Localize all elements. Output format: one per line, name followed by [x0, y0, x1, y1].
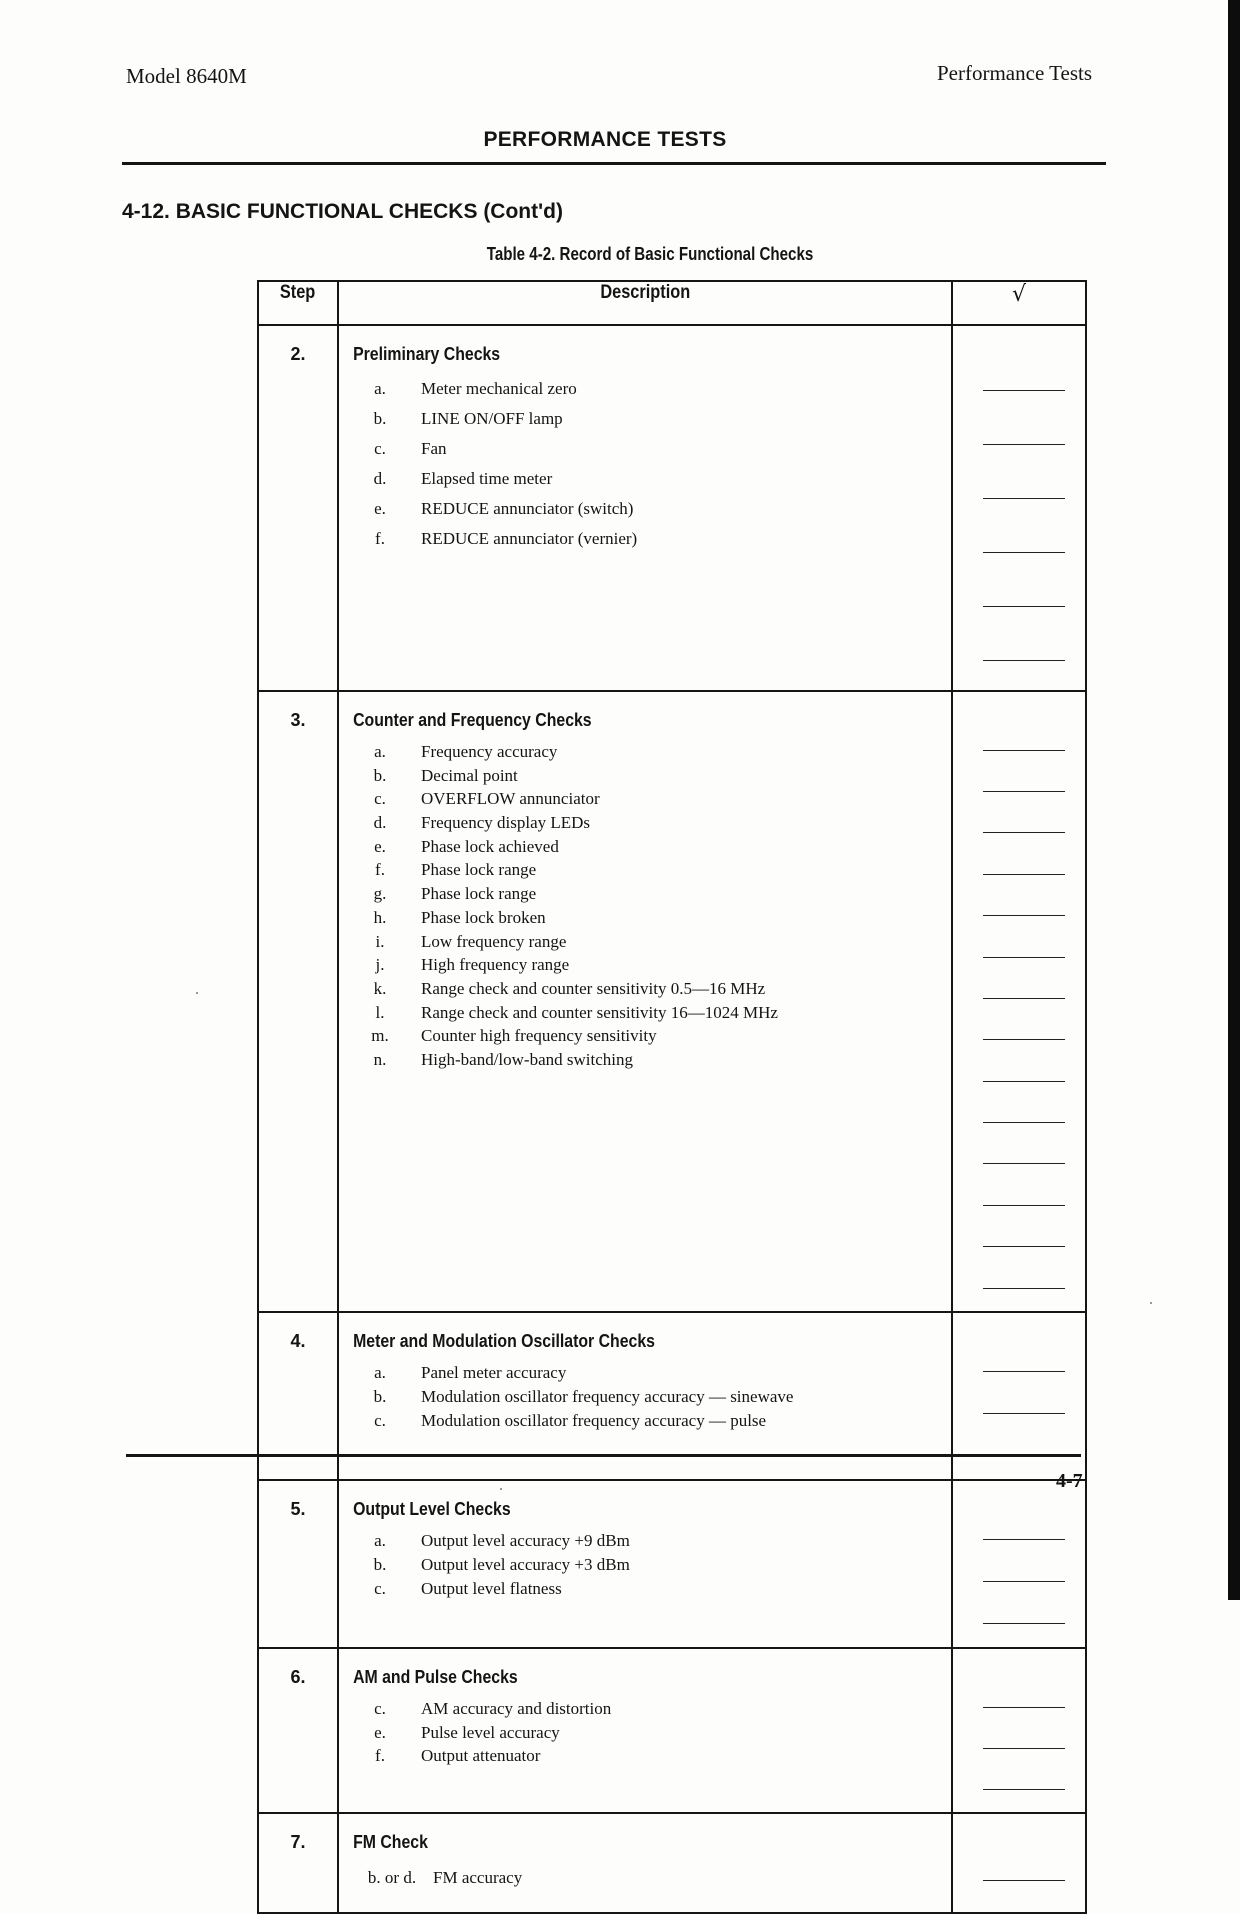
check-line-list: [953, 1481, 1085, 1647]
group-title: Counter and Frequency Checks: [353, 710, 592, 730]
step-number: 7.: [290, 1832, 306, 1853]
item-text: Frequency accuracy: [421, 742, 558, 761]
item-text: LINE ON/OFF lamp: [421, 409, 563, 428]
group-title: Output Level Checks: [353, 1499, 511, 1520]
description-cell: [338, 325, 952, 691]
item-letter: h.: [373, 907, 387, 927]
list-item: [339, 906, 951, 930]
paragraph-heading: 4-12. BASIC FUNCTIONAL CHECKS (Cont'd): [122, 200, 563, 223]
item-text: Frequency display LEDs: [421, 813, 591, 833]
item-letter: c.: [374, 789, 386, 809]
check-blank-line[interactable]: [983, 915, 1065, 916]
list-item: [339, 858, 951, 882]
item-letter: f.: [375, 529, 385, 548]
item-text: Low frequency range: [421, 931, 567, 951]
list-item: [339, 1553, 951, 1577]
check-blank-line[interactable]: [983, 1880, 1065, 1881]
check-blank-line[interactable]: [983, 1539, 1065, 1540]
check-blank-line[interactable]: [983, 1246, 1065, 1247]
check-cell: [952, 1648, 1086, 1813]
item-letter: a.: [374, 1531, 386, 1551]
item-text: Range check and counter sensitivity 16—1024 MHz: [421, 1002, 778, 1022]
group-title: AM and Pulse Checks: [353, 1667, 518, 1688]
group-title: Meter and Modulation Oscillator Checks: [353, 1331, 655, 1352]
check-blank-line[interactable]: [983, 1581, 1065, 1582]
item-letter: b. or d.: [367, 1868, 417, 1888]
check-blank-line[interactable]: [983, 1707, 1065, 1708]
check-slot: [953, 1707, 1085, 1731]
list-item: [339, 1361, 951, 1385]
item-text: Elapsed time meter: [421, 469, 553, 488]
item-list: [339, 1854, 951, 1900]
check-slot: [953, 957, 1085, 981]
list-item: [339, 434, 951, 464]
table-title: Table 4-2. Record of Basic Functional Checks: [486, 244, 814, 264]
check-cell: [952, 691, 1086, 1312]
item-letter: f.: [375, 860, 385, 880]
item-list: [339, 1689, 951, 1774]
check-slot: [953, 444, 1085, 474]
list-item: [339, 740, 951, 764]
check-blank-line[interactable]: [983, 1122, 1065, 1123]
item-text: REDUCE annunciator (switch): [421, 499, 634, 518]
item-letter: j.: [375, 955, 385, 975]
item-text: Output level accuracy +3 dBm: [421, 1555, 630, 1575]
check-blank-line[interactable]: [983, 1039, 1065, 1040]
item-letter: a.: [374, 1363, 386, 1383]
item-letter: n.: [373, 1049, 387, 1069]
page-number: 4-7: [1056, 1470, 1083, 1492]
step-cell: [258, 1648, 338, 1813]
check-slot: [953, 915, 1085, 939]
item-text: Output level accuracy +9 dBm: [421, 1531, 630, 1551]
table-row: [258, 1648, 1086, 1813]
step-number: 5.: [290, 1499, 306, 1520]
check-slot: [953, 1371, 1085, 1395]
check-slot: [953, 1581, 1085, 1605]
list-item: [339, 930, 951, 954]
header-section: Performance Tests: [936, 61, 1092, 85]
item-list: [339, 1521, 951, 1607]
list-item: [339, 764, 951, 788]
item-letter: m.: [371, 1026, 389, 1046]
check-slot: [953, 1623, 1085, 1647]
check-slot: [953, 750, 1085, 774]
item-list: [339, 732, 951, 1078]
step-cell: [258, 1480, 338, 1648]
list-item: [339, 1721, 951, 1745]
item-letter: e.: [374, 836, 386, 856]
check-line-list: [953, 1649, 1085, 1812]
list-item: [339, 977, 951, 1001]
step-number: 3.: [290, 710, 306, 730]
item-letter: c.: [374, 1411, 386, 1431]
check-slot: [953, 390, 1085, 420]
step-number: 2.: [290, 344, 306, 364]
list-item: [339, 464, 951, 494]
item-text: Phase lock range: [421, 884, 537, 904]
check-blank-line[interactable]: [983, 1623, 1065, 1624]
check-slot: [953, 791, 1085, 815]
item-text: Panel meter accuracy: [421, 1363, 567, 1383]
table-row: [258, 691, 1086, 1312]
table-row: [258, 1813, 1086, 1913]
item-text: Meter mechanical zero: [421, 379, 577, 398]
scan-speck: [1150, 1302, 1152, 1304]
check-slot: [953, 1246, 1085, 1270]
check-slot: [953, 1163, 1085, 1187]
check-blank-line[interactable]: [983, 1081, 1065, 1082]
check-slot: [953, 1039, 1085, 1063]
check-line-list: [953, 1814, 1085, 1912]
scan-edge-bar: [1228, 0, 1240, 1600]
item-letter: c.: [374, 1579, 386, 1599]
item-letter: c.: [374, 439, 386, 458]
item-text: Fan: [421, 439, 447, 458]
list-item: [339, 1409, 951, 1433]
check-blank-line[interactable]: [983, 1163, 1065, 1164]
item-text: Output level flatness: [421, 1579, 562, 1599]
list-item: [339, 1862, 951, 1894]
check-slot: [953, 874, 1085, 898]
check-blank-line[interactable]: [983, 998, 1065, 999]
check-blank-line[interactable]: [983, 750, 1065, 751]
description-cell: [338, 1648, 952, 1813]
description-cell: [338, 691, 952, 1312]
check-slot: [953, 998, 1085, 1022]
item-letter: b.: [373, 1555, 387, 1575]
list-item: [339, 1744, 951, 1768]
item-text: Phase lock achieved: [421, 836, 559, 856]
item-text: Pulse level accuracy: [421, 1722, 560, 1742]
step-number: 6.: [290, 1667, 306, 1688]
item-list: [339, 366, 951, 560]
item-letter: e.: [374, 499, 386, 518]
scan-speck: [196, 992, 198, 994]
item-letter: a.: [374, 379, 386, 398]
check-blank-line[interactable]: [983, 1288, 1065, 1289]
record-table: [257, 280, 1087, 1914]
list-item: [339, 835, 951, 859]
check-slot: [953, 1789, 1085, 1813]
list-item: [339, 404, 951, 434]
check-slot: [953, 660, 1085, 690]
col-header-step: Step: [258, 281, 338, 325]
item-letter: l.: [375, 1002, 385, 1022]
section-title: PERFORMANCE TESTS: [483, 128, 727, 151]
item-text: REDUCE annunciator (vernier): [421, 529, 638, 548]
table-row: [258, 1480, 1086, 1648]
header-model: Model 8640M: [126, 64, 247, 88]
check-slot: [953, 1880, 1085, 1912]
list-item: [339, 811, 951, 835]
step-cell: [258, 691, 338, 1312]
step-number: 4.: [290, 1331, 306, 1352]
item-text: AM accuracy and distortion: [421, 1699, 612, 1719]
list-item: [339, 1697, 951, 1721]
check-blank-line[interactable]: [983, 1748, 1065, 1749]
check-slot: [953, 1748, 1085, 1772]
top-rule: [122, 162, 1106, 165]
table-header-row: [258, 281, 1086, 325]
item-text: High-band/low-band switching: [421, 1049, 633, 1069]
item-letter: g.: [373, 884, 387, 904]
list-item: [339, 953, 951, 977]
check-blank-line[interactable]: [983, 1371, 1065, 1372]
check-blank-line[interactable]: [983, 1205, 1065, 1206]
item-letter: e.: [374, 1722, 386, 1742]
list-item: [339, 1001, 951, 1025]
item-text: Modulation oscillator frequency accuracy — pulse: [421, 1411, 767, 1431]
item-letter: k.: [373, 978, 387, 998]
item-letter: c.: [374, 1699, 386, 1719]
check-blank-line[interactable]: [983, 444, 1065, 445]
list-item: [339, 1529, 951, 1553]
item-text: FM accuracy: [433, 1868, 523, 1888]
item-letter: i.: [375, 931, 385, 951]
check-slot: [953, 832, 1085, 856]
check-line-list: [953, 692, 1085, 1311]
list-item: [339, 1024, 951, 1048]
item-text: Phase lock range: [421, 860, 537, 880]
check-slot: [953, 1122, 1085, 1146]
item-text: Decimal point: [421, 765, 518, 785]
list-item: [339, 524, 951, 554]
check-blank-line[interactable]: [983, 606, 1065, 607]
list-item: [339, 787, 951, 811]
check-blank-line[interactable]: [983, 1789, 1065, 1790]
check-blank-line[interactable]: [983, 660, 1065, 661]
item-letter: d.: [373, 469, 387, 488]
check-slot: [953, 552, 1085, 582]
item-letter: d.: [373, 813, 387, 833]
item-text: High frequency range: [421, 955, 570, 975]
list-item: [339, 1048, 951, 1072]
item-text: Range check and counter sensitivity 0.5—16 MHz: [421, 978, 766, 998]
item-text: Modulation oscillator frequency accuracy — sinewave: [421, 1387, 794, 1407]
group-title: FM Check: [353, 1832, 428, 1853]
list-item: [339, 374, 951, 404]
check-blank-line[interactable]: [983, 552, 1065, 553]
step-cell: [258, 1813, 338, 1913]
list-item: [339, 882, 951, 906]
item-letter: b.: [373, 409, 387, 428]
list-item: [339, 1577, 951, 1601]
scan-speck: [500, 1488, 502, 1490]
check-blank-line[interactable]: [983, 1413, 1065, 1414]
col-header-description: Description: [338, 281, 952, 325]
step-cell: [258, 325, 338, 691]
check-slot: [953, 1081, 1085, 1105]
check-blank-line[interactable]: [983, 832, 1065, 833]
bottom-rule: [126, 1454, 1081, 1457]
item-letter: a.: [374, 742, 386, 761]
list-item: [339, 1385, 951, 1409]
check-slot: [953, 1539, 1085, 1563]
check-blank-line[interactable]: [983, 874, 1065, 875]
item-letter: b.: [373, 1387, 387, 1407]
item-letter: f.: [375, 1746, 385, 1766]
check-blank-line[interactable]: [983, 791, 1065, 792]
item-list: [339, 1353, 951, 1439]
check-blank-line[interactable]: [983, 498, 1065, 499]
table-row: [258, 325, 1086, 691]
item-letter: b.: [373, 765, 387, 785]
item-text: Output attenuator: [421, 1746, 541, 1766]
list-item: [339, 494, 951, 524]
col-header-check: √: [952, 281, 1086, 325]
check-cell: [952, 1480, 1086, 1648]
check-cell: [952, 325, 1086, 691]
description-cell: [338, 1480, 952, 1648]
table-body: [258, 325, 1086, 1913]
item-text: Counter high frequency sensitivity: [421, 1026, 657, 1046]
check-slot: [953, 606, 1085, 636]
check-slot: [953, 1205, 1085, 1229]
check-blank-line[interactable]: [983, 957, 1065, 958]
item-text: Phase lock broken: [421, 907, 546, 927]
check-slot: [953, 1413, 1085, 1437]
check-line-list: [953, 326, 1085, 690]
check-cell: [952, 1813, 1086, 1913]
check-slot: [953, 498, 1085, 528]
check-blank-line[interactable]: [983, 390, 1065, 391]
group-title: Preliminary Checks: [353, 344, 501, 364]
item-text: OVERFLOW annunciator: [421, 789, 600, 809]
check-slot: [953, 1288, 1085, 1312]
description-cell: [338, 1813, 952, 1913]
